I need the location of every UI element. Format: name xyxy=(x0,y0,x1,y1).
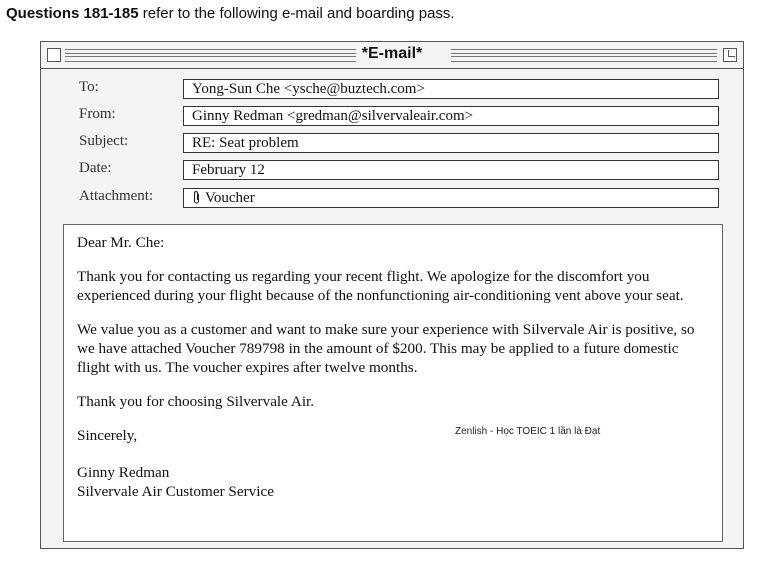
attachment-field[interactable] xyxy=(183,188,719,208)
title-bar-stripes-right xyxy=(451,49,717,62)
subject-field[interactable]: RE: Seat problem xyxy=(183,133,719,153)
attachment-name[interactable]: Voucher xyxy=(205,190,255,206)
closing: Sincerely, xyxy=(77,427,138,444)
signature-title: Silvervale Air Customer Service xyxy=(77,483,274,500)
paragraph-2: We value you as a customer and want to make sure your experience with Silvervale Air is positive, so we have attached Voucher 789798 in the amount of $200. This may be applied to a future domestic flight with us. The voucher expires after twelve months. xyxy=(77,321,695,376)
paragraph-3: Thank you for choosing Silvervale Air. xyxy=(77,393,315,410)
window-title: *E-mail* xyxy=(41,45,743,63)
question-number: Questions 181-185 xyxy=(6,5,139,22)
to-field[interactable]: Yong-Sun Che <ysche@buztech.com> xyxy=(183,79,719,99)
message-body xyxy=(63,224,723,542)
question-instruction: refer to the following e-mail and boarding pass. xyxy=(142,5,455,22)
date-label: Date: xyxy=(79,160,112,176)
paperclip-icon xyxy=(192,190,201,205)
from-field[interactable]: Ginny Redman <gredman@silvervaleair.com> xyxy=(183,106,719,126)
greeting: Dear Mr. Che: xyxy=(77,234,165,251)
watermark: Zenlish - Học TOEIC 1 lần là Đạt xyxy=(455,426,601,437)
title-bar xyxy=(41,42,743,69)
zoom-box-icon[interactable] xyxy=(723,48,737,62)
from-label: From: xyxy=(79,106,116,122)
email-window xyxy=(40,41,744,549)
signature xyxy=(77,463,708,501)
signature-name: Ginny Redman xyxy=(77,464,170,481)
paragraph-1: Thank you for contacting us regarding your recent flight. We apologize for the discomfort you experienced during your flight because of the nonfunctioning air-conditioning vent above your seat. xyxy=(77,268,684,304)
to-label: To: xyxy=(79,79,99,95)
attachment-label: Attachment: xyxy=(79,188,154,204)
date-field[interactable]: February 12 xyxy=(183,160,719,180)
question-heading xyxy=(6,5,455,22)
subject-label: Subject: xyxy=(79,133,129,149)
